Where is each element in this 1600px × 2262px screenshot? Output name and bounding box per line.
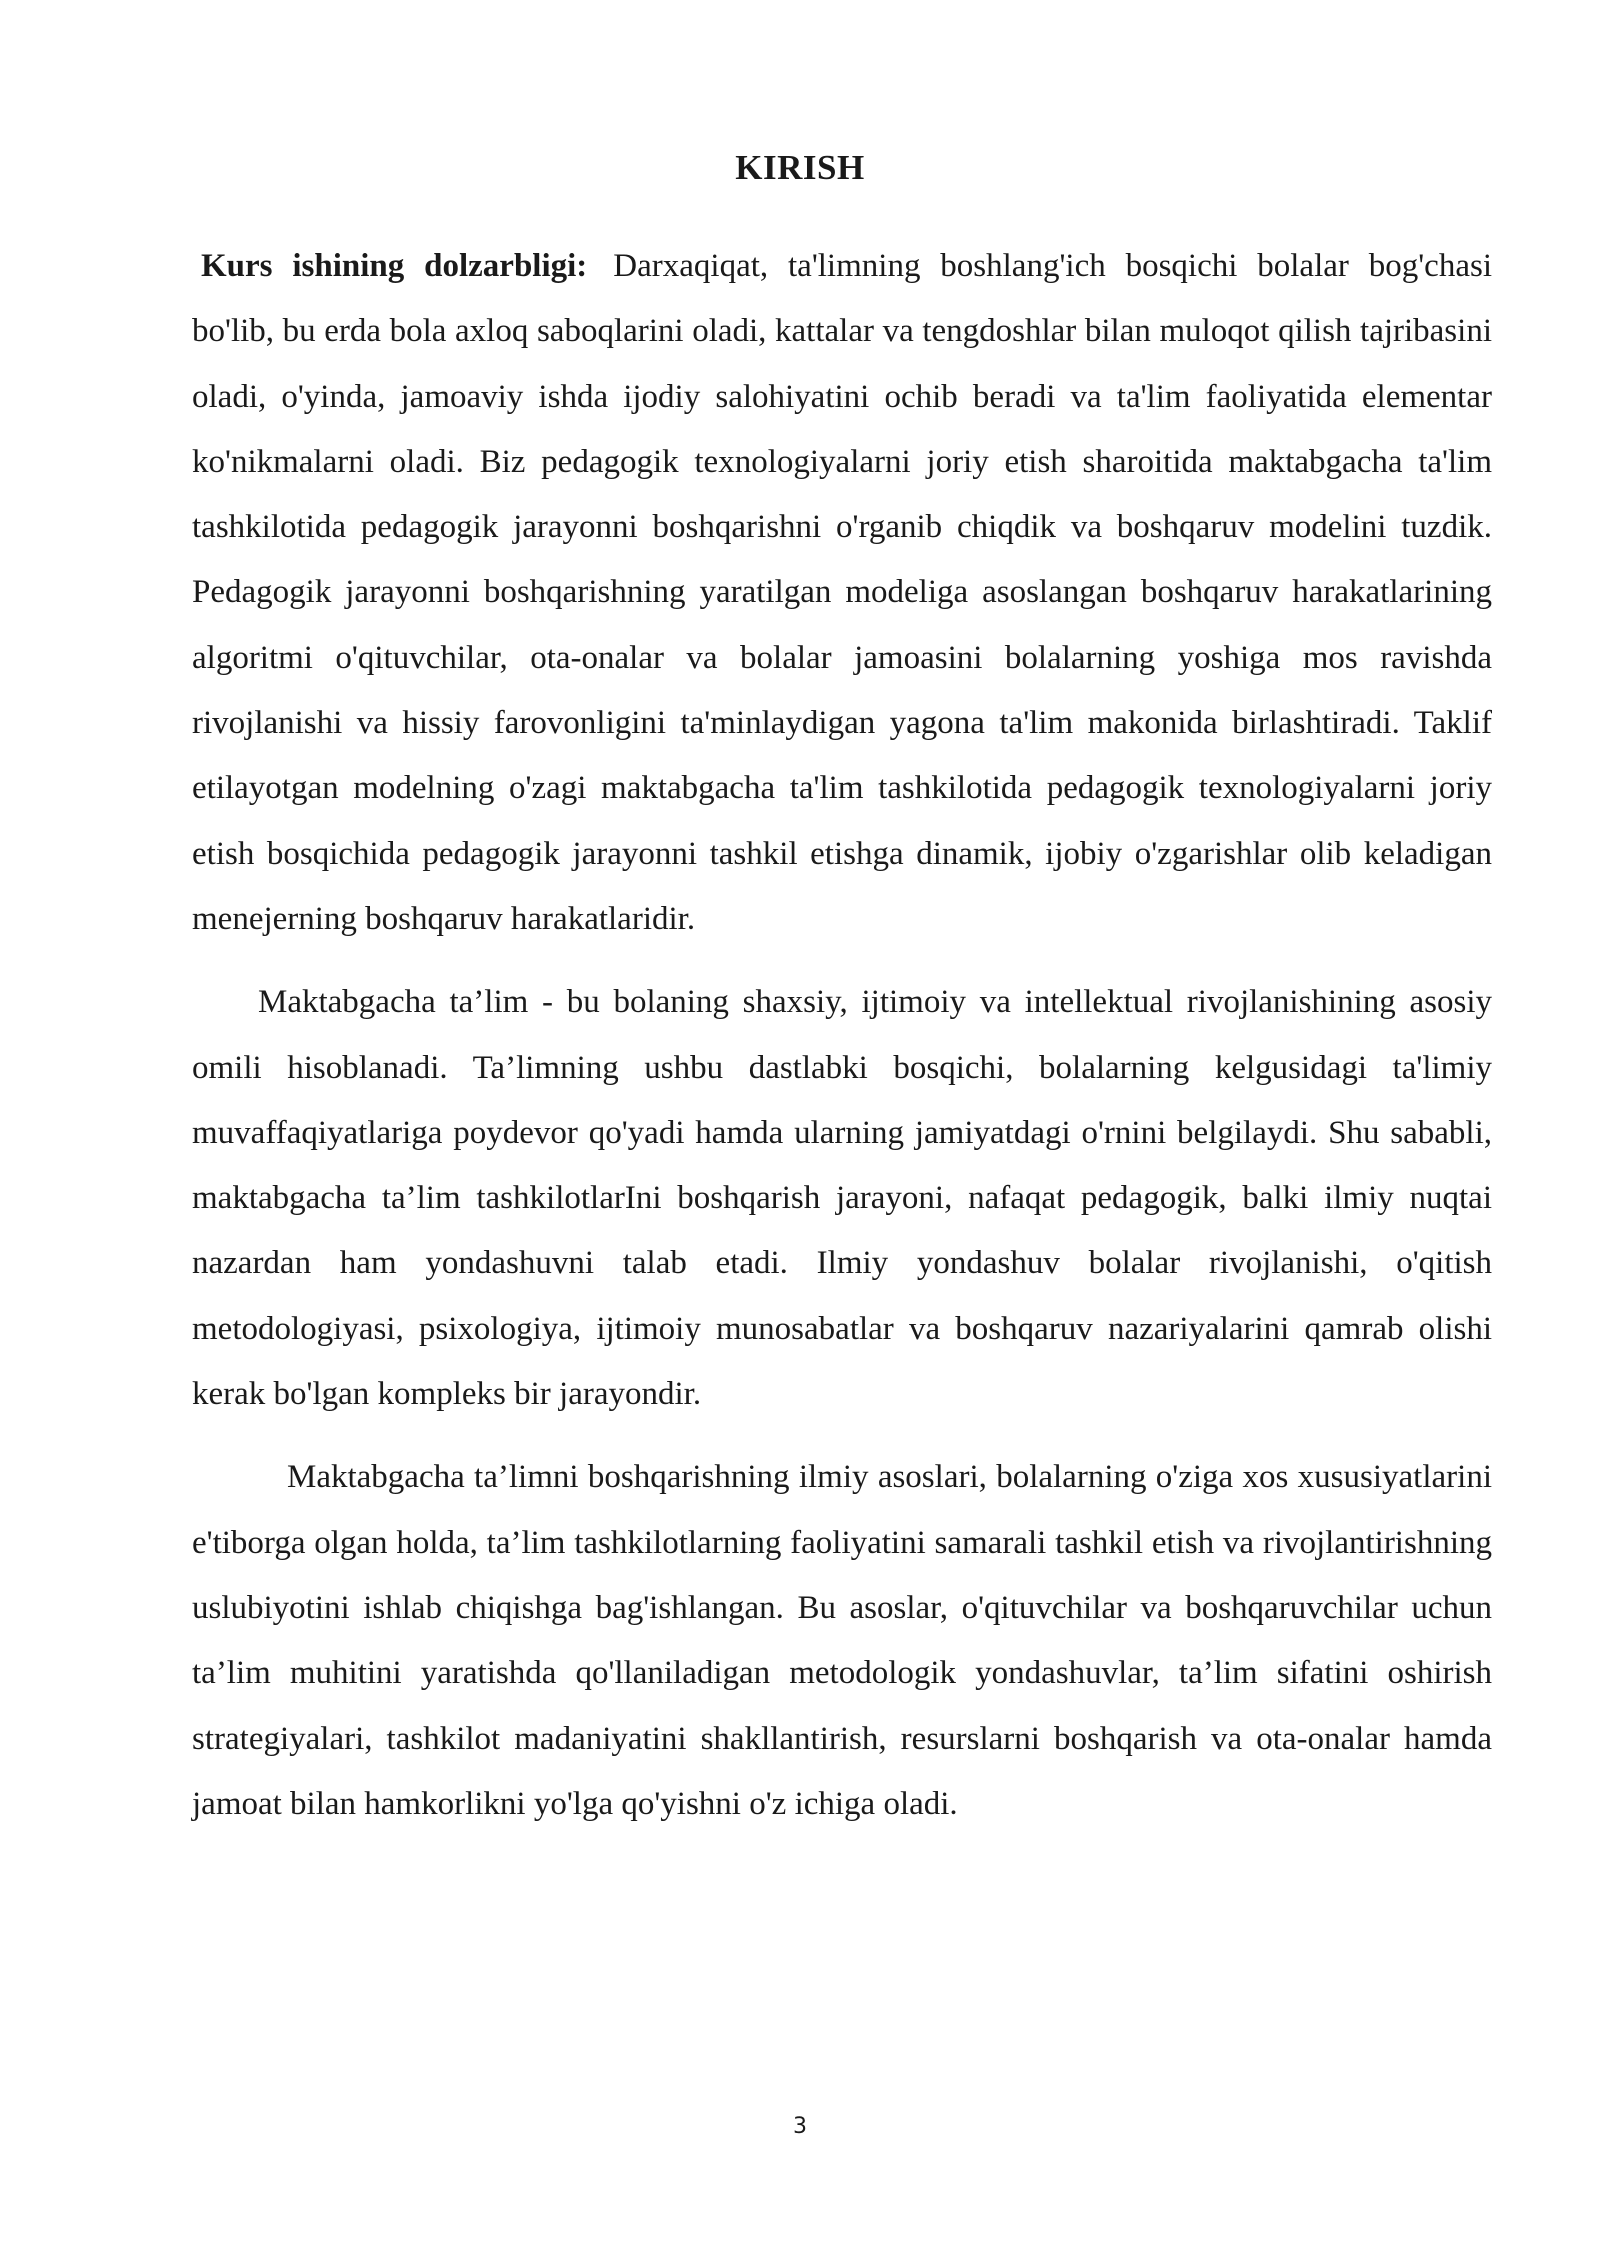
paragraph-text: Darxaqiqat, ta'limning boshlang'ich bosqichi bolalar bog'chasi bo'lib, bu erda bola axloq saboqlarini oladi, kattalar va tengdoshlar bilan muloqot qilish tajribasini oladi, o'yinda, jamoaviy ishda ijodiy salohiyatini ochib beradi va ta'lim faoliyatida elementar ko'nikmalarni oladi. Biz pedagogik texnologiyalarni joriy etish sharoitida maktabgacha ta'lim tashkilotida pedagogik jarayonni boshqarishni o'rganib chiqdik va boshqaruv modelini tuzdik. Pedagogik jarayonni boshqarishning yaratilgan modeliga asoslangan boshqaruv harakatlarining algoritmi o'qituvchilar, ota-onalar va bolalar jamoasini bolalarning yoshiga mos ravishda rivojlanishi va hissiy farovonligini ta'minlaydigan yagona ta'lim makonida birlashtiradi. Taklif etilayotgan modelning o'zagi maktabgacha ta'lim tashkilotida pedagogik texnologiyalarni joriy etish bosqichida pedagogik jarayonni tashkil etishga dinamik, ijobiy o'zgarishlar olib keladigan menejerning boshqaruv harakatlaridir. [192,248,1492,937]
paragraph-text: Maktabgacha ta’lim - bu bolaning shaxsiy, ijtimoiy va intellektual rivojlanishining asosiy omili hisoblanadi. Ta’limning ushbu dastlabki bosqichi, bolalarning kelgusidagi ta'limiy muvaffaqiyatlariga poydevor qo'yadi hamda ularning jamiyatdagi o'rnini belgilaydi. Shu sababli, maktabgacha ta’lim tashkilotlarIni boshqarish jarayoni, nafaqat pedagogik, balki ilmiy nuqtai nazardan ham yondashuvni talab etadi. Ilmiy yondashuv bolalar rivojlanishi, o'qitish metodologiyasi, psixologiya, ijtimoiy munosabatlar va boshqaruv nazariyalarini qamrab olishi kerak bo'lgan kompleks bir jarayondir. [192,984,1492,1413]
paragraph-scientific-foundations [192,1445,1492,1837]
paragraph-text: Maktabgacha ta’limni boshqarishning ilmiy asoslari, bolalarning o'ziga xos xususiyatlarini e'tiborga olgan holda, ta’lim tashkilotlarning faoliyatini samarali tashkil etish va rivojlantirishning uslubiyotini ishlab chiqishga bag'ishlangan. Bu asoslar, o'qituvchilar va boshqaruvchilar uchun ta’lim muhitini yaratishda qo'llaniladigan metodologik yondashuvlar, ta’lim sifatini oshirish strategiyalari, tashkilot madaniyatini shakllantirish, resurslarni boshqarish va ota-onalar hamda jamoat bilan hamkorlikni yo'lga qo'yishni o'z ichiga oladi. [192,1459,1492,1822]
paragraph-relevance [192,234,1492,952]
page-heading: KIRISH [735,148,865,187]
paragraph-lead-label: Kurs ishining dolzarbligi: [201,248,588,284]
page-number: 3 [793,2114,807,2139]
paragraph-preschool-education [192,970,1492,1427]
document-body [192,234,1492,1837]
